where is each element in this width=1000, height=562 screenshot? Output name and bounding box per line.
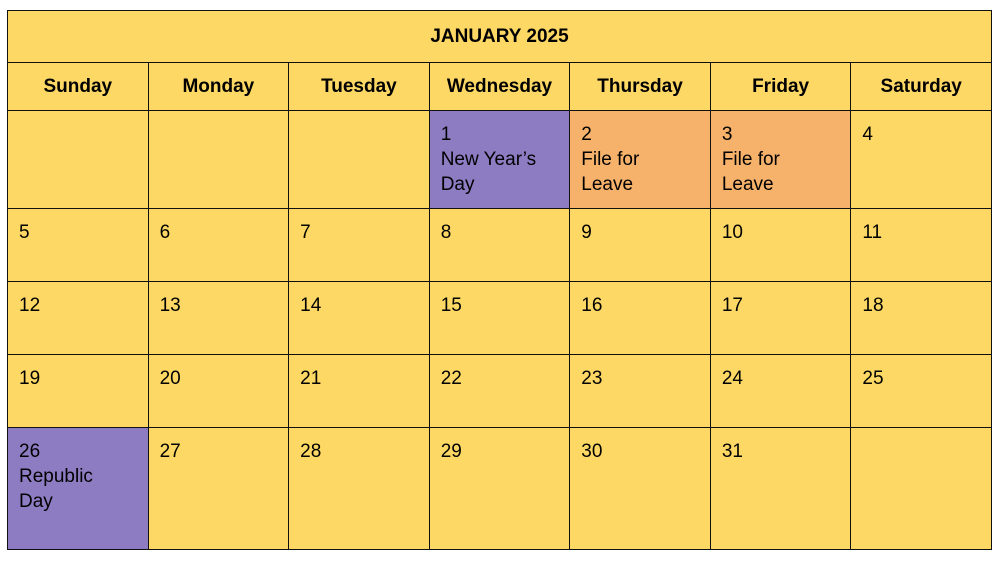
day-number: 3 [721,124,733,145]
week-row [8,355,992,428]
day-cell[interactable] [8,355,149,428]
calendar-grid [7,10,992,550]
day-number: 6 [159,222,171,243]
day-number: 4 [862,124,873,145]
day-cell[interactable] [429,282,570,355]
day-cell[interactable] [429,111,570,209]
weekday-header-thursday: Thursday [570,63,711,111]
week-row [8,428,992,550]
empty-cell [289,111,430,209]
day-number: 25 [862,368,884,389]
day-number: 23 [581,368,603,389]
day-cell[interactable] [710,428,851,550]
day-number: 1 [440,124,452,145]
day-cell[interactable] [8,209,149,282]
day-number: 22 [440,368,462,389]
day-number: 10 [721,222,743,243]
weekday-header-monday: Monday [148,63,289,111]
day-number: 2 [581,124,592,145]
day-cell[interactable] [570,111,711,209]
calendar-title: JANUARY 2025 [8,11,992,63]
day-cell[interactable] [570,282,711,355]
day-number: 26 [19,441,41,462]
day-cell[interactable] [710,209,851,282]
day-number: 15 [440,295,462,316]
day-cell[interactable] [148,209,289,282]
day-number: 21 [300,368,322,389]
day-cell[interactable] [710,282,851,355]
day-cell[interactable] [851,355,992,428]
event-label: New Year’s Day [440,149,537,195]
weekday-header-wednesday: Wednesday [429,63,570,111]
day-cell[interactable] [148,282,289,355]
week-row [8,209,992,282]
day-cell[interactable] [429,209,570,282]
day-cell[interactable] [289,428,430,550]
event-label: File for Leave [581,149,640,195]
day-number: 18 [862,295,884,316]
week-row [8,111,992,209]
day-cell[interactable] [851,209,992,282]
day-number: 12 [19,295,41,316]
day-cell[interactable] [289,355,430,428]
day-number: 31 [721,441,743,462]
day-cell[interactable] [429,355,570,428]
day-number: 13 [159,295,181,316]
day-number: 16 [581,295,603,316]
day-number: 24 [721,368,743,389]
week-row [8,282,992,355]
day-cell[interactable] [289,282,430,355]
day-cell[interactable] [851,111,992,209]
event-label: File for Leave [721,149,780,195]
weekday-header-row [8,63,992,111]
weekday-header-friday: Friday [710,63,851,111]
day-cell[interactable] [570,428,711,550]
day-cell[interactable] [8,428,149,550]
weekday-header-saturday: Saturday [851,63,992,111]
weekday-header-sunday: Sunday [8,63,149,111]
event-label: Republic Day [19,466,93,512]
day-cell[interactable] [570,355,711,428]
day-number: 27 [159,441,181,462]
day-number: 20 [159,368,181,389]
day-cell[interactable] [148,428,289,550]
day-number: 29 [440,441,462,462]
day-cell[interactable] [148,355,289,428]
day-cell[interactable] [851,282,992,355]
day-number: 28 [300,441,322,462]
day-number: 19 [19,368,41,389]
empty-cell [8,111,149,209]
day-number: 9 [581,222,592,243]
day-cell[interactable] [429,428,570,550]
day-number: 17 [721,295,743,316]
day-cell[interactable] [710,111,851,209]
day-number: 5 [19,222,30,243]
weekday-header-tuesday: Tuesday [289,63,430,111]
day-number: 8 [440,222,452,243]
day-number: 7 [300,222,311,243]
day-cell[interactable] [289,209,430,282]
empty-cell [148,111,289,209]
day-number: 30 [581,441,603,462]
empty-cell [851,428,992,550]
day-cell[interactable] [710,355,851,428]
day-cell[interactable] [570,209,711,282]
day-number: 14 [300,295,322,316]
day-cell[interactable] [8,282,149,355]
day-number: 11 [862,222,883,243]
